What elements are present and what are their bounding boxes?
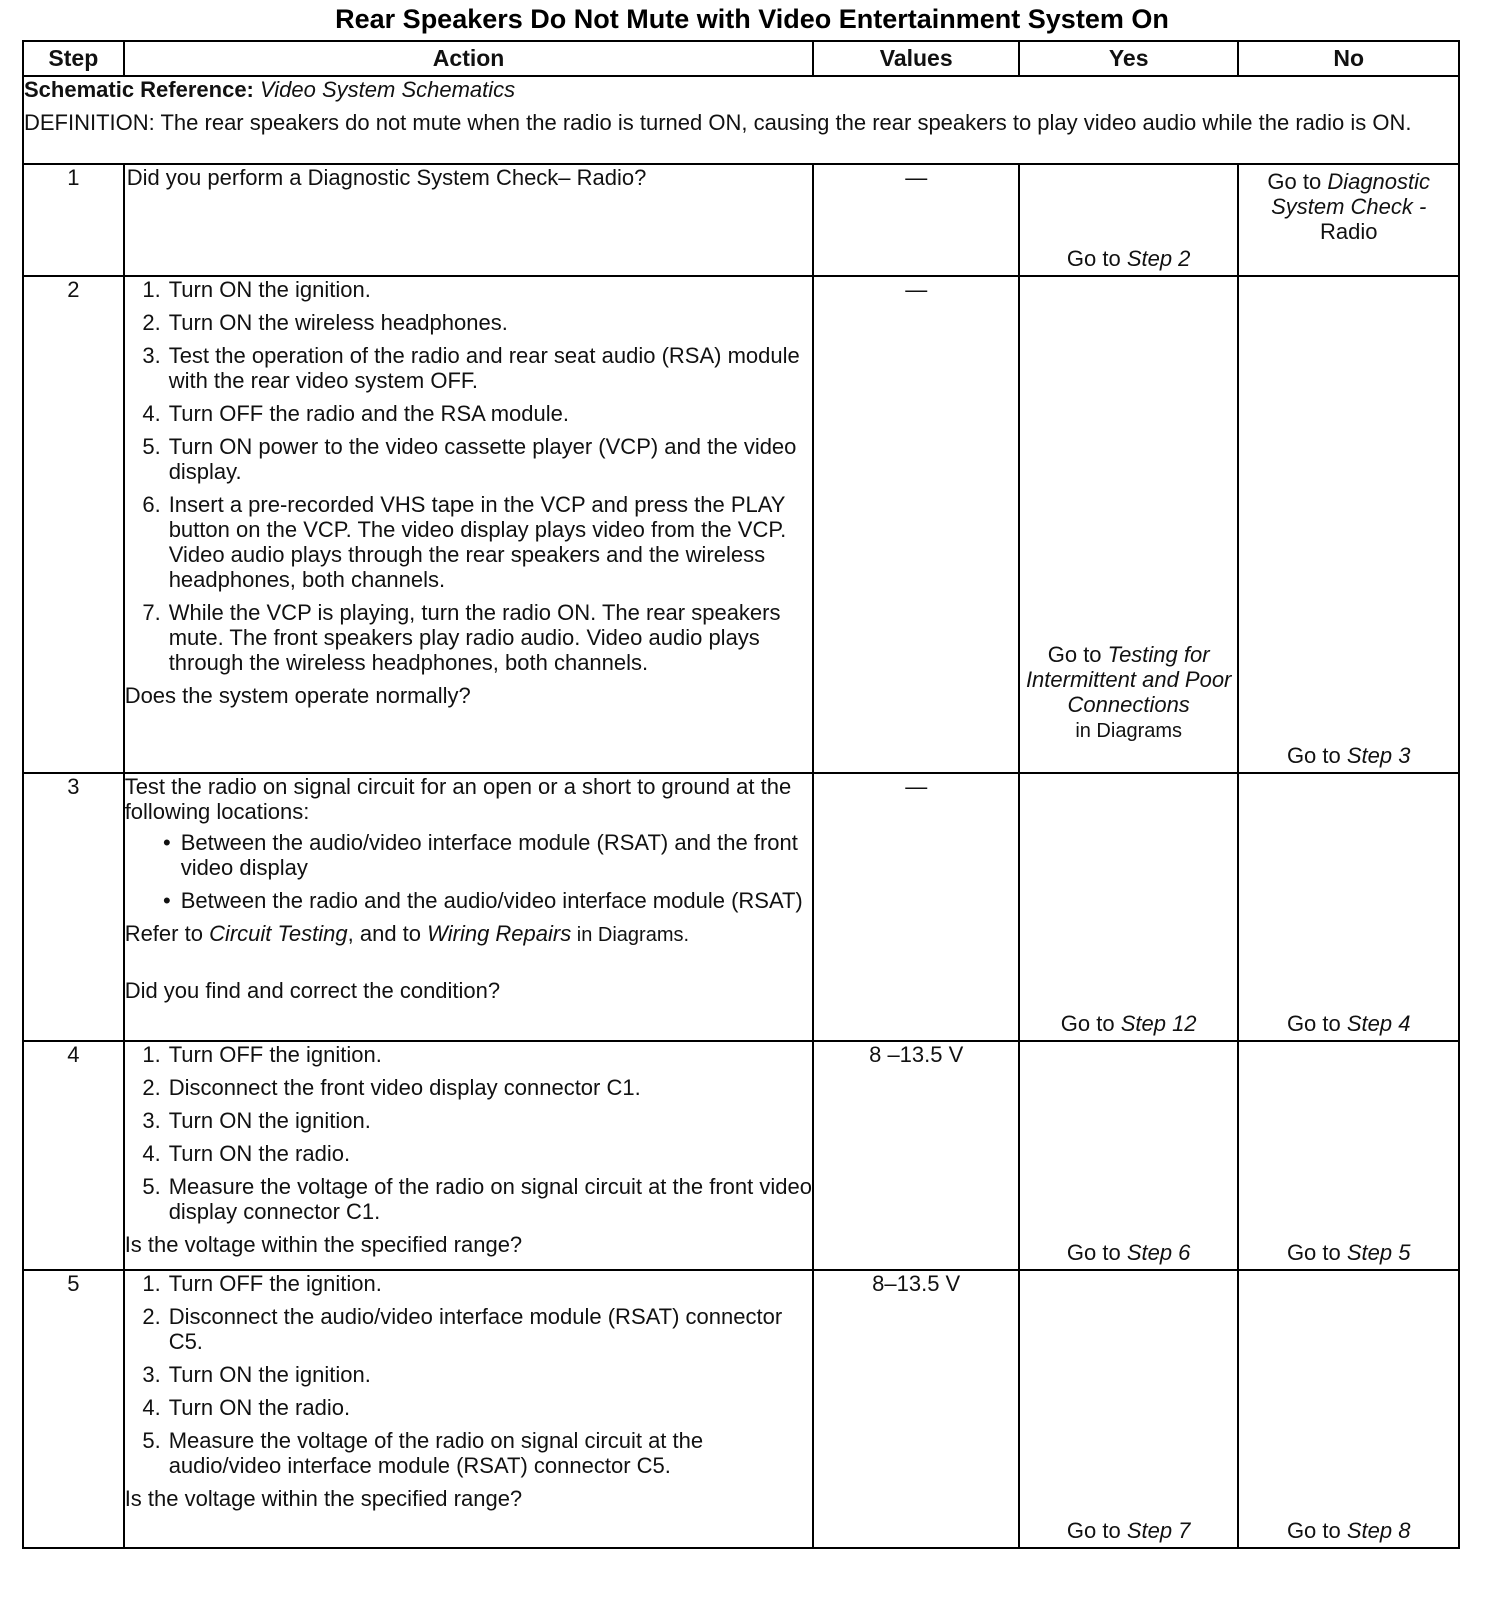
- yes-action[interactable]: Go to Step 6: [1066, 1240, 1191, 1265]
- yes-cell: [1019, 164, 1239, 276]
- list-item: 4. Turn ON the radio.: [142, 1141, 351, 1166]
- no-action[interactable]: Go to Step 4: [1286, 1011, 1411, 1036]
- list-item: 1. Turn OFF the ignition.: [142, 1271, 382, 1296]
- list-item: 3. Turn ON the ignition.: [142, 1108, 371, 1133]
- action-cell: [124, 1041, 814, 1270]
- list-item: 4. Turn ON the radio.: [142, 1395, 351, 1420]
- list-item: 1. Turn ON the ignition.: [142, 277, 371, 302]
- yes-cell: [1019, 773, 1239, 1041]
- diagnostic-table: [22, 40, 1460, 1549]
- no-cell: [1238, 164, 1459, 276]
- table-row: [23, 1270, 1459, 1548]
- schematic-label: Schematic Reference:: [24, 77, 254, 102]
- no-cell: [1238, 773, 1459, 1041]
- table-row: [23, 276, 1459, 773]
- values-cell: —: [813, 164, 1018, 276]
- action-cell: [124, 773, 814, 1041]
- header-step: Step: [23, 41, 124, 76]
- step-question: Is the voltage within the specified range?: [124, 1486, 523, 1511]
- location-list: [125, 830, 813, 913]
- definition-text: DEFINITION: The rear speakers do not mute when the radio is turned ON, causing the rear speakers to play video audio while the radio is ON.: [24, 110, 1412, 135]
- action-cell: [124, 164, 814, 276]
- table-row: [23, 773, 1459, 1041]
- values-cell: 8–13.5 V: [813, 1270, 1018, 1548]
- yes-cell: [1019, 276, 1239, 773]
- list-item: 4. Turn OFF the radio and the RSA module.: [142, 401, 569, 426]
- list-item: 1. Turn OFF the ignition.: [142, 1042, 382, 1067]
- header-values: Values: [813, 41, 1018, 76]
- list-item: 7. While the VCP is playing, turn the radio ON. The rear speakers mute. The front speakers play radio audio. Video audio plays through the wireless headphones, both channels.: [142, 600, 781, 675]
- step-question: Did you perform a Diagnostic System Check– Radio?: [126, 165, 647, 190]
- no-cell: [1238, 1270, 1459, 1548]
- list-item: 2. Disconnect the audio/video interface module (RSAT) connector C5.: [142, 1304, 783, 1354]
- step-number: 1: [23, 164, 124, 276]
- table-row: [23, 164, 1459, 276]
- list-item: 6. Insert a pre-recorded VHS tape in the VCP and press the PLAY button on the VCP. The video display plays video from the VCP. Video audio plays through the rear speakers and the wireless headphones, both channels.: [142, 492, 787, 592]
- yes-action[interactable]: Go to Testing for Intermittent and Poor Connections in Diagrams: [1025, 642, 1232, 742]
- step-instructions: [125, 277, 813, 675]
- yes-cell: [1019, 1270, 1239, 1548]
- circuit-testing-link[interactable]: Circuit Testing: [209, 921, 348, 946]
- step-instructions: [125, 1271, 813, 1478]
- no-cell: [1238, 276, 1459, 773]
- list-item: • Between the audio/video interface module (RSAT) and the front video display: [162, 830, 798, 880]
- header-no: No: [1238, 41, 1459, 76]
- no-action[interactable]: Go to Step 5: [1286, 1240, 1411, 1265]
- no-cell: [1238, 1041, 1459, 1270]
- action-cell: [124, 276, 814, 773]
- no-action[interactable]: Go to Step 8: [1286, 1518, 1411, 1543]
- yes-action[interactable]: Go to Step 7: [1066, 1518, 1191, 1543]
- step-intro: Test the radio on signal circuit for an open or a short to ground at the following locations:: [124, 774, 792, 824]
- step-number: 4: [23, 1041, 124, 1270]
- values-cell: —: [813, 276, 1018, 773]
- action-cell: [124, 1270, 814, 1548]
- header-action: Action: [124, 41, 814, 76]
- step-number: 3: [23, 773, 124, 1041]
- values-cell: 8 –13.5 V: [813, 1041, 1018, 1270]
- refer-text: Refer to Circuit Testing, and to Wiring Repairs in Diagrams.: [124, 921, 690, 946]
- table-row: [23, 1041, 1459, 1270]
- header-yes: Yes: [1019, 41, 1239, 76]
- step-number: 2: [23, 276, 124, 773]
- no-action[interactable]: Go to Step 3: [1286, 743, 1411, 768]
- yes-cell: [1019, 1041, 1239, 1270]
- step-question: Did you find and correct the condition?: [124, 978, 501, 1003]
- schematic-row: [23, 76, 1459, 164]
- list-item: 5. Turn ON power to the video cassette player (VCP) and the video display.: [142, 434, 797, 484]
- wiring-repairs-link[interactable]: Wiring Repairs: [427, 921, 572, 946]
- step-number: 5: [23, 1270, 124, 1548]
- step-instructions: [125, 1042, 813, 1224]
- values-cell: —: [813, 773, 1018, 1041]
- yes-action[interactable]: Go to Step 12: [1060, 1011, 1197, 1036]
- list-item: 5. Measure the voltage of the radio on signal circuit at the audio/video interface module (RSAT) connector C5.: [142, 1428, 704, 1478]
- no-action[interactable]: Go to Diagnostic System Check - Radio: [1267, 169, 1431, 244]
- step-question: Is the voltage within the specified range?: [124, 1232, 523, 1257]
- list-item: 5. Measure the voltage of the radio on signal circuit at the front video display connector C1.: [142, 1174, 812, 1224]
- list-item: • Between the radio and the audio/video interface module (RSAT): [162, 888, 803, 913]
- list-item: 3. Test the operation of the radio and rear seat audio (RSA) module with the rear video system OFF.: [142, 343, 800, 393]
- schematic-reference: [24, 77, 1458, 102]
- header-row: [23, 41, 1459, 76]
- list-item: 2. Turn ON the wireless headphones.: [142, 310, 508, 335]
- document-title: Rear Speakers Do Not Mute with Video Entertainment System On: [335, 4, 1169, 34]
- yes-action[interactable]: Go to Step 2: [1066, 246, 1191, 271]
- schematic-cell: [23, 76, 1459, 164]
- list-item: 3. Turn ON the ignition.: [142, 1362, 371, 1387]
- list-item: 2. Disconnect the front video display connector C1.: [142, 1075, 641, 1100]
- step-question: Does the system operate normally?: [124, 683, 471, 708]
- schematic-link[interactable]: Video System Schematics: [260, 77, 516, 102]
